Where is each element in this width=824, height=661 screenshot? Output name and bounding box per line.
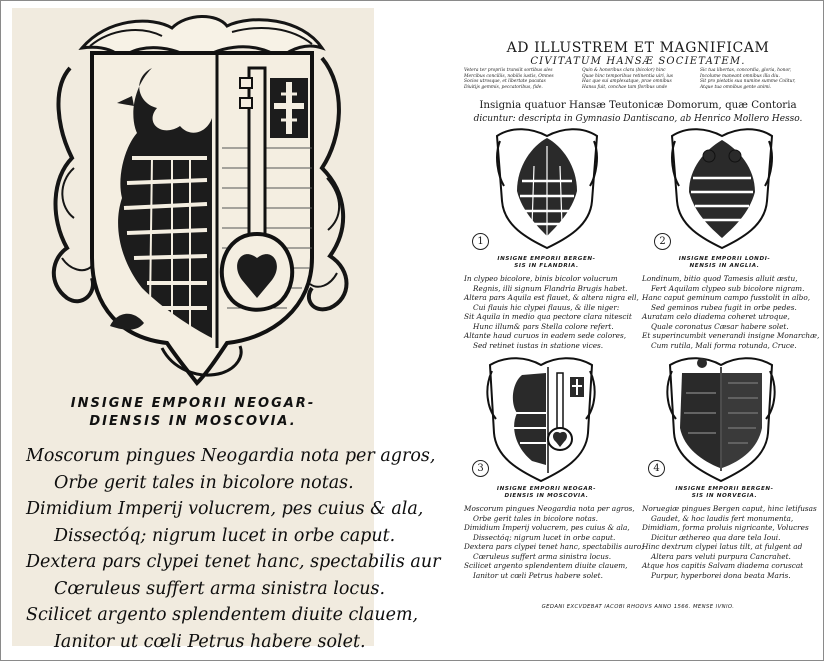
left-caption-line1: INSIGNE EMPORII NEOGAR- [70, 396, 316, 411]
emblem-3-caption [464, 486, 629, 500]
intro-line: Mercibus conciliis, nobilis iustis, Omnes [464, 73, 554, 79]
intro-line: Vetera ter propriis transiit sortibus ales [464, 68, 553, 73]
left-detail-panel [12, 8, 441, 652]
verse-line: Dextera pars clypei tenet hanc, spectabilis aur [26, 552, 441, 572]
intro-line: Sit pro pietatis sua numine summe Colitur, [700, 79, 796, 85]
caption-line: INSIGNE EMPORII LONDI- [678, 256, 771, 262]
verse-line: Altante haud curuos in eadem sede colores, [464, 331, 627, 340]
verse-line: Scilicet argento splendentem diuite clauem, [26, 605, 419, 625]
verse-line: Hanc caput geminum campo fusstolit in albo, [642, 293, 811, 302]
verse-line: Moscorum pingues Neogardia nota per agros, [26, 446, 436, 466]
verse-line: In clypeo bicolore, binis bicolor volucrum [464, 274, 618, 283]
emblem-4-shield [662, 353, 780, 483]
intro-column [464, 68, 576, 90]
verse-line: Cœruleus suffert arma sinistra locus. [54, 578, 386, 599]
intro-line: Hac que sui amplexatque, prae omnibus [582, 79, 672, 85]
verse-line: Cui flauis hic clypei flauus, & ille niger: [473, 302, 620, 312]
emblem-4-caption [642, 486, 807, 500]
verse-line: Quale coronatus Cæsar habere solet. [651, 321, 789, 331]
intro-verses [464, 68, 812, 90]
verse-line: Et superincumbit venerandi insigne Monarchæ, [642, 331, 820, 340]
intro-line: Sic tua libertas, concordia, gloria, honor, [700, 68, 792, 73]
verse-line: Dimidium Imperij volucrem, pes cuius & ala, [464, 523, 630, 532]
caption-line: INSIGNE EMPORII NEOGAR- [496, 486, 597, 492]
novgorod-coat-of-arms [12, 8, 374, 388]
caption-line: INSIGNE EMPORII BERGEN- [497, 256, 596, 262]
emblem-4-verse [642, 504, 817, 580]
emblem-1-number: 1 [472, 233, 489, 250]
emblem-2-verse [642, 274, 820, 350]
verse-line: Dextera pars clypei tenet hanc, spectabilis auro; [464, 542, 644, 551]
emblem-2-number: 2 [654, 233, 671, 250]
verse-line: Gaudet, & hoc laudis fert monumenta, [651, 513, 794, 523]
insignia-title: Insignia quatuor Hansæ Teutonicæ Domorum, quæ Contoria [479, 99, 797, 111]
verse-line: Londinum, bitio quod Tamesis alluit æstu, [642, 274, 798, 283]
verse-line: Sit Aquila in medio qua pectore clara nitescit [464, 312, 632, 321]
intro-line: Quae hinc temporibus retinentia uiri, ius [582, 73, 674, 79]
intro-line: Hansa fuit, conchae tam floribus unde [582, 84, 668, 90]
colophon: GEDANI EXCVDEBAT IACOBI RHODVS ANNO 1566. MENSE IVNIO. [541, 604, 735, 610]
caption-line: SIS IN FLANDRIA. [514, 263, 579, 269]
verse-line: Ianitor ut cœli Petrus habere solet. [54, 631, 366, 652]
verse-line: Sed geminos rubea fugit in orbe pedes. [651, 302, 797, 312]
caption-line: INSIGNE EMPORII BERGEN- [675, 486, 774, 492]
caption-line: DIENSIS IN MOSCOVIA. [504, 493, 589, 499]
verse-line: Dissectóq; nigrum lucet in orbe caput. [473, 532, 616, 542]
page-subtitle: CIVITATUM HANSÆ SOCIETATEM. [530, 56, 746, 67]
insignia-subtitle: dicuntur: descripta in Gymnasio Dantiscano, ab Henrico Mollero Hesso. [473, 114, 803, 124]
verse-line: Dimidiam, forma proluis nigricante, Volucres [642, 523, 809, 532]
verse-line: Orbe gerit tales in bicolore notas. [54, 472, 354, 493]
intro-line: Socios utrosque, et libertate pacatas [464, 79, 546, 85]
verse-line: Cœruleus suffert arma sinistra locus. [473, 551, 612, 561]
verse-line: Dissectóq; nigrum lucet in orbe caput. [54, 525, 396, 546]
left-verse [26, 443, 441, 655]
verse-line: Auratam celo diadema coheret utroque, [642, 312, 790, 321]
verse-line: Dicitur æthereo qua dare tela Ioui. [651, 532, 781, 542]
caption-line: SIS IN NORVEGIA. [691, 493, 758, 499]
verse-line: Cum rutila, Mali forma rotunda, Cruce. [651, 340, 797, 350]
caption-line: NENSIS IN ANGLIA. [689, 263, 760, 269]
verse-line: Moscorum pingues Neogardia nota per agros, [464, 504, 635, 513]
intro-line: Atque tua omnibus gente animi. [700, 84, 772, 90]
emblem-4-number: 4 [648, 460, 665, 477]
page-title: AD ILLUSTREM ET MAGNIFICAM [506, 40, 770, 56]
verse-line: Scilicet argento splendentem diuite clauem, [464, 561, 628, 570]
emblem-3-shield [482, 353, 600, 483]
verse-line: Orbe gerit tales in bicolore notas. [473, 513, 598, 523]
verse-line: Altera pars veluti purpura Cancrahet. [651, 551, 791, 561]
emblem-1-shield [492, 126, 602, 251]
verse-line: Hinc dextrum clypei latus tilt, at fulgent ad [642, 542, 803, 551]
verse-line: Hunc illum& pars Stella colore refert. [473, 321, 614, 331]
intro-line: Diuitijs gemmis, peccatoribus, fide. [464, 84, 543, 90]
emblem-2-caption [642, 256, 807, 270]
emblem-1-verse [464, 274, 639, 350]
emblem-3-verse [464, 504, 644, 580]
verse-line: Ianitor ut cœli Petrus habere solet. [473, 570, 603, 580]
intro-column [582, 68, 694, 90]
emblem-3-number: 3 [472, 460, 489, 477]
right-page [462, 28, 820, 618]
intro-line: Incolume maneant omnibus illa diu. [700, 73, 780, 79]
verse-line: Purpur, hyperborei dona beata Maris. [651, 570, 791, 580]
emblem-1-caption [464, 256, 629, 270]
intro-line: Quin & honoribus clara (bicolor) hinc [582, 68, 666, 73]
left-caption-line2: DIENSIS IN MOSCOVIA. [89, 414, 297, 429]
verse-line: Altera pars Aquila est flauet, & altera nigra ell, [464, 293, 639, 302]
intro-column [700, 68, 812, 90]
verse-line: Regnis, illi signum Flandria Brugis habet. [473, 283, 628, 293]
verse-line: Noruegiæ pingues Bergen caput, hinc letifusas [642, 504, 817, 513]
verse-line: Atque hos capitis Salvam diadema coruscat [642, 561, 804, 570]
emblem-2-shield [667, 126, 777, 251]
verse-line: Fert Aquilam clypeo sub bicolore nigram. [651, 283, 805, 293]
verse-line: Dimidium Imperij volucrem, pes cuius & ala, [26, 499, 424, 519]
verse-line: Sed retinet iustas in statione vices. [473, 340, 604, 350]
